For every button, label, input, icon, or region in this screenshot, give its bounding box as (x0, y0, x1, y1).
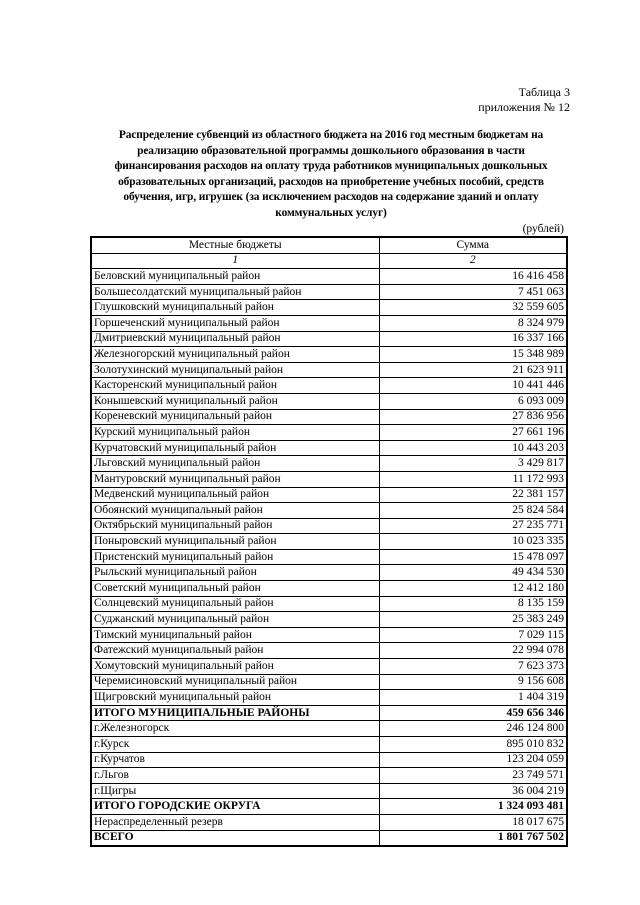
budget-name-cell: Солнцевский муниципальный район (91, 596, 379, 612)
table-number-label: Таблица 3 (518, 85, 570, 99)
sum-cell: 49 434 530 (379, 565, 567, 581)
budget-name-cell: Касторенский муниципальный район (91, 378, 379, 394)
budget-name-cell: Пристенский муниципальный район (91, 549, 379, 565)
sum-cell: 27 836 956 (379, 409, 567, 425)
budget-name-cell: Глушковский муниципальный район (91, 300, 379, 316)
budget-name-cell: Льговский муниципальный район (91, 456, 379, 472)
budget-name-cell: Обоянский муниципальный район (91, 503, 379, 519)
sum-cell: 7 029 115 (379, 627, 567, 643)
table-row (91, 768, 567, 784)
table-row (91, 409, 567, 425)
table-row (91, 487, 567, 503)
table-row (91, 659, 567, 675)
table-row (91, 565, 567, 581)
table-row (91, 783, 567, 799)
table-row (91, 627, 567, 643)
sum-cell: 12 412 180 (379, 581, 567, 597)
table-total-row (91, 830, 567, 846)
sum-cell: 123 204 059 (379, 752, 567, 768)
table-row (91, 534, 567, 550)
table-row (91, 347, 567, 363)
budget-name-cell: Конышевский муниципальный район (91, 393, 379, 409)
sum-cell: 22 381 157 (379, 487, 567, 503)
sum-cell: 895 010 832 (379, 737, 567, 753)
units-label: (рублей) (522, 223, 564, 235)
sum-cell: 459 656 346 (379, 705, 567, 721)
table-row (91, 471, 567, 487)
sum-cell: 18 017 675 (379, 814, 567, 830)
budget-name-cell: Щигровский муниципальный район (91, 690, 379, 706)
document-title: Распределение субвенций из областного бюджета на 2016 год местным бюджетам на реализацию образовательной программы дошкольного образования в части финансирования расходов на оплату труда работников муниципальных дошкольных образовательных организаций, расходов на приобретение учебных пособий, средств обучения, игр, игрушек (за исключением расходов на содержание зданий и оплату коммунальных услуг) (114, 129, 548, 219)
budget-name-cell: Суджанский муниципальный район (91, 612, 379, 628)
budget-name-cell: ИТОГО МУНИЦИПАЛЬНЫЕ РАЙОНЫ (91, 705, 379, 721)
sum-cell: 27 235 771 (379, 518, 567, 534)
budget-name-cell: ВСЕГО (91, 830, 379, 846)
table-column-numbers-row (91, 253, 567, 269)
sum-cell: 16 416 458 (379, 269, 567, 285)
table-row (91, 643, 567, 659)
budget-name-cell: Золотухинский муниципальный район (91, 362, 379, 378)
table-row (91, 752, 567, 768)
budget-name-cell: Фатежский муниципальный район (91, 643, 379, 659)
table-row (91, 425, 567, 441)
sum-cell: 1 324 093 481 (379, 799, 567, 815)
column-number-2: 2 (379, 253, 567, 269)
sum-cell: 1 404 319 (379, 690, 567, 706)
table-row (91, 269, 567, 285)
budget-name-cell: Тимский муниципальный район (91, 627, 379, 643)
table-row (91, 300, 567, 316)
budget-name-cell: Нераспределенный резерв (91, 814, 379, 830)
table-row (91, 721, 567, 737)
table-row (91, 690, 567, 706)
budget-name-cell: Курский муниципальный район (91, 425, 379, 441)
table-row (91, 737, 567, 753)
table-row (91, 503, 567, 519)
appendix-label: приложения № 12 (478, 100, 570, 114)
table-row (91, 315, 567, 331)
budget-name-cell: Черемисиновский муниципальный район (91, 674, 379, 690)
column-number-1: 1 (91, 253, 379, 269)
sum-cell: 246 124 800 (379, 721, 567, 737)
table-row (91, 549, 567, 565)
sum-cell: 25 383 249 (379, 612, 567, 628)
table-row (91, 362, 567, 378)
budget-name-cell: Советский муниципальный район (91, 581, 379, 597)
table-row (91, 284, 567, 300)
sum-cell: 27 661 196 (379, 425, 567, 441)
table-row (91, 331, 567, 347)
budget-name-cell: Кореневский муниципальный район (91, 409, 379, 425)
table-row (91, 674, 567, 690)
sum-cell: 10 023 335 (379, 534, 567, 550)
sum-cell: 15 348 989 (379, 347, 567, 363)
table-row (91, 612, 567, 628)
budget-name-cell: г.Курск (91, 737, 379, 753)
budget-name-cell: Железногорский муниципальный район (91, 347, 379, 363)
sum-cell: 23 749 571 (379, 768, 567, 784)
sum-cell: 21 623 911 (379, 362, 567, 378)
budget-name-cell: Медвенский муниципальный район (91, 487, 379, 503)
sum-cell: 36 004 219 (379, 783, 567, 799)
table-total-row (91, 799, 567, 815)
budget-name-cell: Рыльский муниципальный район (91, 565, 379, 581)
budget-name-cell: ИТОГО ГОРОДСКИЕ ОКРУГА (91, 799, 379, 815)
subsidy-table (90, 236, 568, 847)
table-total-row (91, 705, 567, 721)
sum-cell: 9 156 608 (379, 674, 567, 690)
budget-name-cell: Дмитриевский муниципальный район (91, 331, 379, 347)
column-header-sum: Сумма (379, 237, 567, 253)
sum-cell: 7 451 063 (379, 284, 567, 300)
sum-cell: 32 559 605 (379, 300, 567, 316)
table-row (91, 814, 567, 830)
sum-cell: 11 172 993 (379, 471, 567, 487)
sum-cell: 8 324 979 (379, 315, 567, 331)
sum-cell: 7 623 373 (379, 659, 567, 675)
budget-name-cell: Горшеченский муниципальный район (91, 315, 379, 331)
sum-cell: 22 994 078 (379, 643, 567, 659)
sum-cell: 1 801 767 502 (379, 830, 567, 846)
table-row (91, 393, 567, 409)
budget-name-cell: Курчатовский муниципальный район (91, 440, 379, 456)
budget-name-cell: Большесолдатский муниципальный район (91, 284, 379, 300)
sum-cell: 3 429 817 (379, 456, 567, 472)
budget-name-cell: г.Курчатов (91, 752, 379, 768)
sum-cell: 16 337 166 (379, 331, 567, 347)
sum-cell: 8 135 159 (379, 596, 567, 612)
table-row (91, 456, 567, 472)
table-row (91, 440, 567, 456)
sum-cell: 6 093 009 (379, 393, 567, 409)
budget-name-cell: Поныровский муниципальный район (91, 534, 379, 550)
table-row (91, 596, 567, 612)
table-header-row (91, 237, 567, 253)
budget-name-cell: г.Железногорск (91, 721, 379, 737)
budget-name-cell: г.Льгов (91, 768, 379, 784)
budget-name-cell: Беловский муниципальный район (91, 269, 379, 285)
table-row (91, 378, 567, 394)
budget-name-cell: г.Щигры (91, 783, 379, 799)
sum-cell: 25 824 584 (379, 503, 567, 519)
sum-cell: 10 443 203 (379, 440, 567, 456)
table-row (91, 581, 567, 597)
sum-cell: 15 478 097 (379, 549, 567, 565)
budget-name-cell: Мантуровский муниципальный район (91, 471, 379, 487)
column-header-budgets: Местные бюджеты (91, 237, 379, 253)
table-row (91, 518, 567, 534)
budget-name-cell: Хомутовский муниципальный район (91, 659, 379, 675)
sum-cell: 10 441 446 (379, 378, 567, 394)
budget-name-cell: Октябрьский муниципальный район (91, 518, 379, 534)
